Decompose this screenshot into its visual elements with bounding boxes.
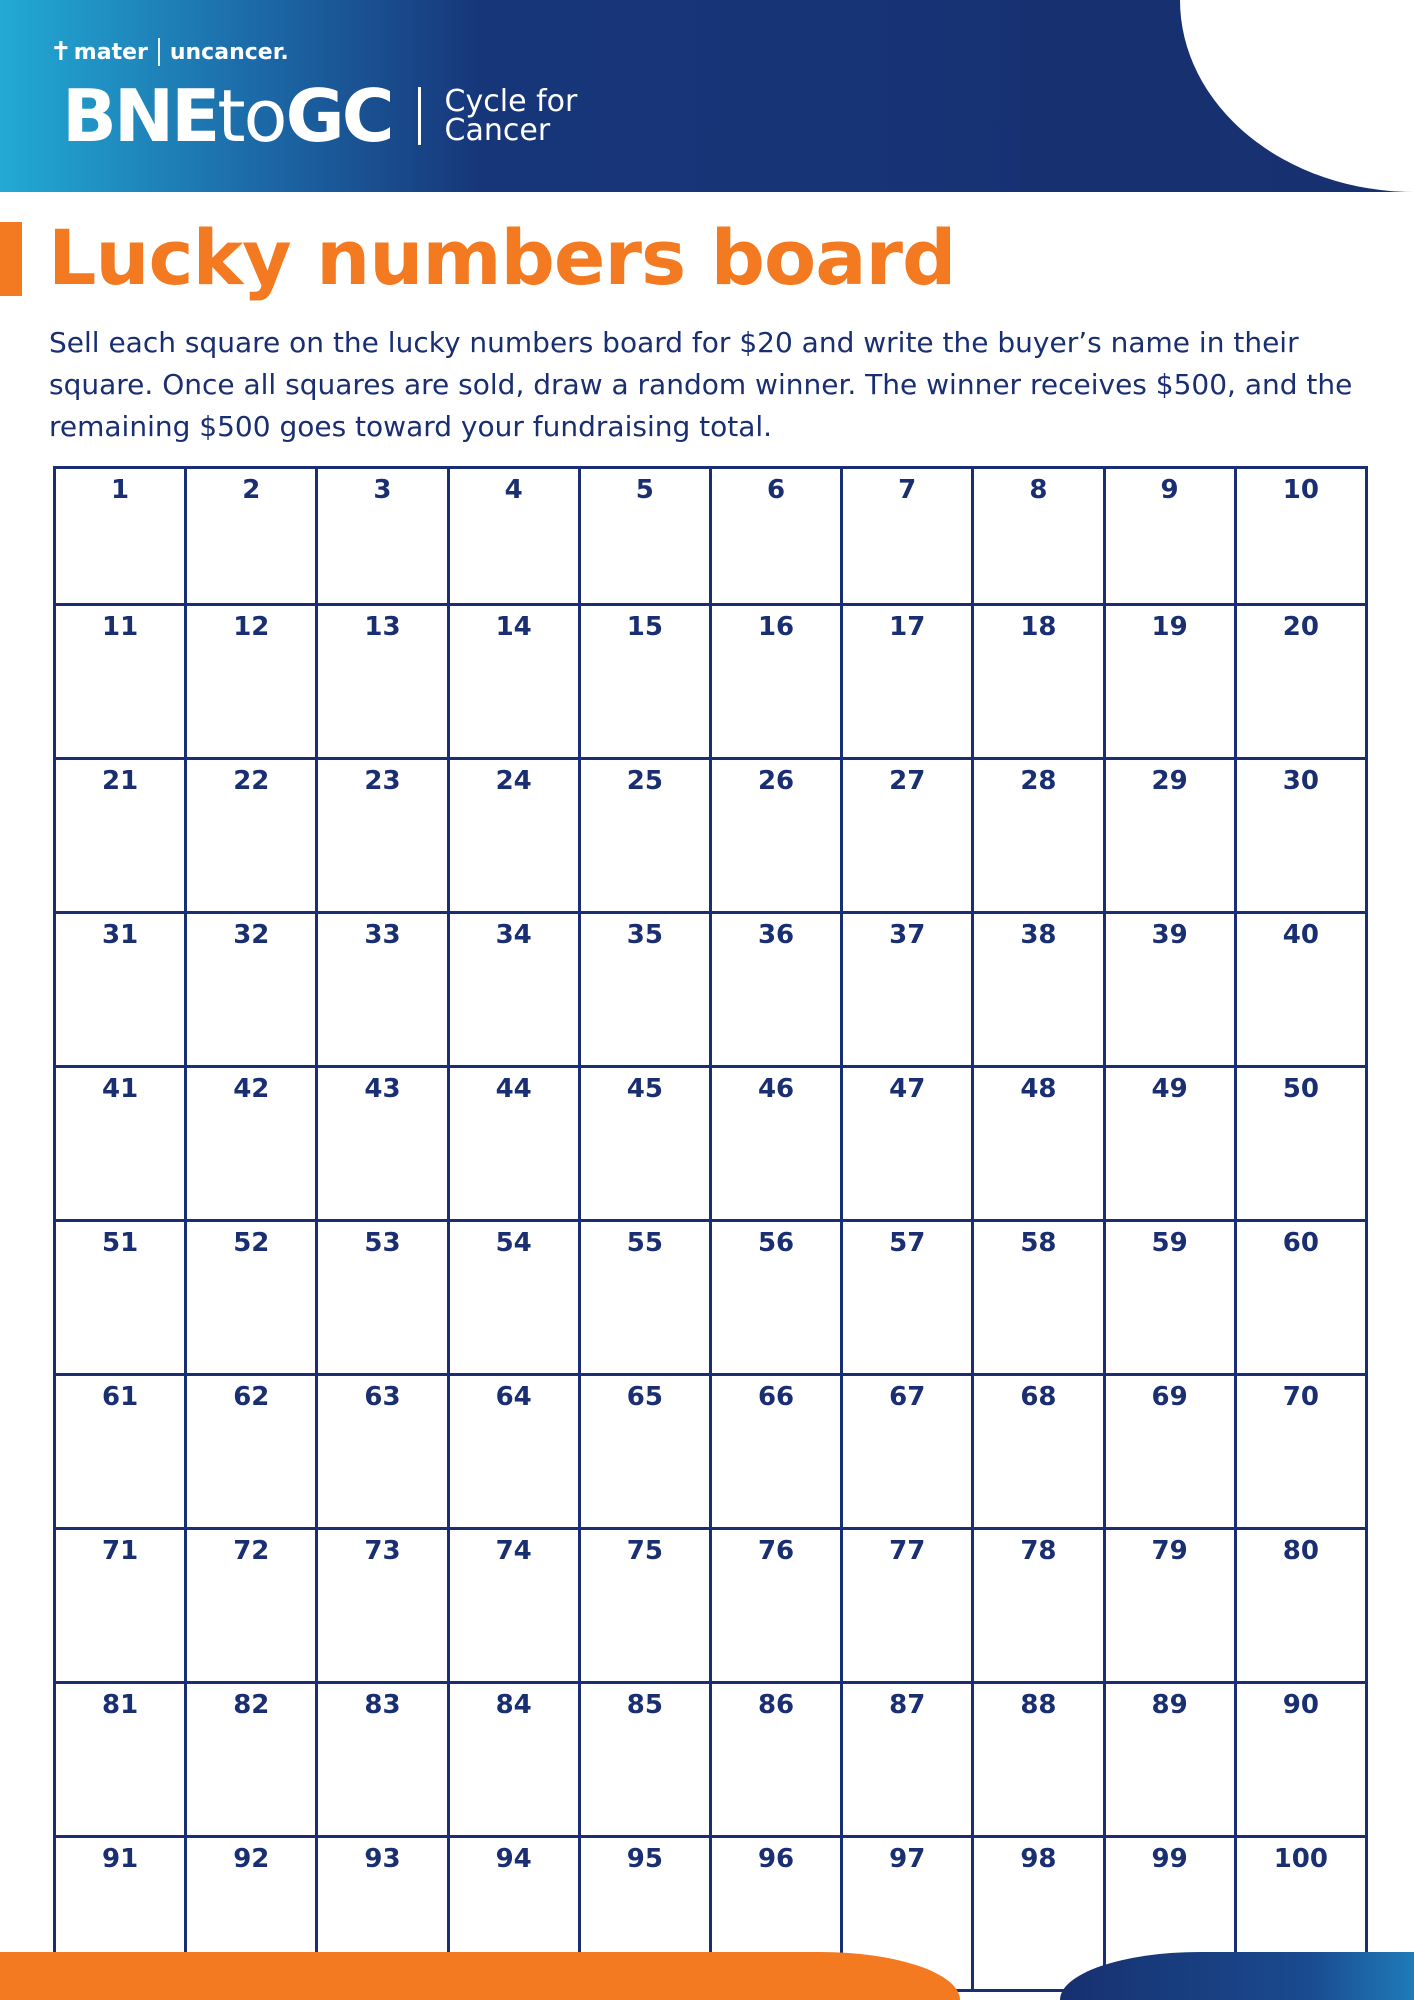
board-square[interactable]: 8 bbox=[973, 468, 1104, 605]
brand-uncancer: uncancer. bbox=[169, 39, 289, 65]
board-row bbox=[55, 1221, 1367, 1375]
board-square[interactable]: 66 bbox=[710, 1375, 841, 1529]
logo-tagline bbox=[444, 84, 578, 148]
board-square[interactable]: 95 bbox=[579, 1837, 710, 1991]
board-square[interactable]: 14 bbox=[448, 605, 579, 759]
board-square[interactable]: 24 bbox=[448, 759, 579, 913]
board-square[interactable]: 79 bbox=[1104, 1529, 1235, 1683]
board-square[interactable]: 80 bbox=[1235, 1529, 1366, 1683]
board-row bbox=[55, 759, 1367, 913]
board-square[interactable]: 4 bbox=[448, 468, 579, 605]
board-square[interactable]: 27 bbox=[842, 759, 973, 913]
board-square[interactable]: 9 bbox=[1104, 468, 1235, 605]
board-square[interactable]: 54 bbox=[448, 1221, 579, 1375]
board-square[interactable]: 71 bbox=[55, 1529, 186, 1683]
board-square[interactable]: 74 bbox=[448, 1529, 579, 1683]
board-square[interactable]: 46 bbox=[710, 1067, 841, 1221]
board-row bbox=[55, 1375, 1367, 1529]
board-square[interactable]: 72 bbox=[186, 1529, 317, 1683]
board-square[interactable]: 11 bbox=[55, 605, 186, 759]
board-square[interactable]: 23 bbox=[317, 759, 448, 913]
board-square[interactable]: 98 bbox=[973, 1837, 1104, 1991]
board-row bbox=[55, 913, 1367, 1067]
board-square[interactable]: 20 bbox=[1235, 605, 1366, 759]
board-square[interactable]: 75 bbox=[579, 1529, 710, 1683]
board-square[interactable]: 16 bbox=[710, 605, 841, 759]
board-square[interactable]: 92 bbox=[186, 1837, 317, 1991]
footer-orange-wave bbox=[0, 1952, 960, 2000]
board-square[interactable]: 18 bbox=[973, 605, 1104, 759]
logo-gc: GC bbox=[285, 74, 392, 158]
board-square[interactable]: 41 bbox=[55, 1067, 186, 1221]
board-square[interactable]: 70 bbox=[1235, 1375, 1366, 1529]
board-square[interactable]: 38 bbox=[973, 913, 1104, 1067]
board-square[interactable]: 85 bbox=[579, 1683, 710, 1837]
board-square[interactable]: 94 bbox=[448, 1837, 579, 1991]
board-row bbox=[55, 605, 1367, 759]
board-square[interactable]: 36 bbox=[710, 913, 841, 1067]
board-square[interactable]: 97 bbox=[842, 1837, 973, 1991]
board-square[interactable]: 83 bbox=[317, 1683, 448, 1837]
board-square[interactable]: 12 bbox=[186, 605, 317, 759]
board-square[interactable]: 61 bbox=[55, 1375, 186, 1529]
board-square[interactable]: 1 bbox=[55, 468, 186, 605]
board-square[interactable]: 55 bbox=[579, 1221, 710, 1375]
board-square[interactable]: 43 bbox=[317, 1067, 448, 1221]
board-square[interactable]: 49 bbox=[1104, 1067, 1235, 1221]
board-square[interactable]: 7 bbox=[842, 468, 973, 605]
logo-divider bbox=[418, 87, 421, 145]
tagline-line1: Cycle for bbox=[444, 84, 578, 119]
board-square[interactable]: 50 bbox=[1235, 1067, 1366, 1221]
board-square[interactable]: 10 bbox=[1235, 468, 1366, 605]
board-row bbox=[55, 1529, 1367, 1683]
board-square[interactable]: 77 bbox=[842, 1529, 973, 1683]
board-square[interactable]: 87 bbox=[842, 1683, 973, 1837]
board-square[interactable]: 42 bbox=[186, 1067, 317, 1221]
board-square[interactable]: 73 bbox=[317, 1529, 448, 1683]
board-square[interactable]: 62 bbox=[186, 1375, 317, 1529]
board-square[interactable]: 91 bbox=[55, 1837, 186, 1991]
board-square[interactable]: 64 bbox=[448, 1375, 579, 1529]
board-square[interactable]: 69 bbox=[1104, 1375, 1235, 1529]
board-square[interactable]: 30 bbox=[1235, 759, 1366, 913]
board-square[interactable]: 17 bbox=[842, 605, 973, 759]
board-square[interactable]: 6 bbox=[710, 468, 841, 605]
board-row bbox=[55, 1067, 1367, 1221]
board-square[interactable]: 93 bbox=[317, 1837, 448, 1991]
bne-to-gc-logo bbox=[62, 74, 578, 158]
board-square[interactable]: 35 bbox=[579, 913, 710, 1067]
board-square[interactable]: 28 bbox=[973, 759, 1104, 913]
brand-mater: mater bbox=[73, 39, 148, 65]
board-square[interactable]: 57 bbox=[842, 1221, 973, 1375]
board-square[interactable]: 44 bbox=[448, 1067, 579, 1221]
intro-text: Sell each square on the lucky numbers board for $20 and write the buyer’s name in their square. Once all squares are sold, draw a random winner. The winner receives $500, and the remaining $500 goes toward your fundraising total. bbox=[49, 326, 1353, 443]
board-square[interactable]: 31 bbox=[55, 913, 186, 1067]
board-square[interactable]: 90 bbox=[1235, 1683, 1366, 1837]
board-square[interactable]: 29 bbox=[1104, 759, 1235, 913]
header-banner bbox=[0, 0, 1414, 192]
board-square[interactable]: 89 bbox=[1104, 1683, 1235, 1837]
board-square[interactable]: 56 bbox=[710, 1221, 841, 1375]
board-square[interactable]: 68 bbox=[973, 1375, 1104, 1529]
board-square[interactable]: 65 bbox=[579, 1375, 710, 1529]
board-square[interactable]: 99 bbox=[1104, 1837, 1235, 1991]
board-row bbox=[55, 1683, 1367, 1837]
board-square[interactable]: 21 bbox=[55, 759, 186, 913]
board-square[interactable]: 100 bbox=[1235, 1837, 1366, 1991]
board-square[interactable]: 39 bbox=[1104, 913, 1235, 1067]
board-square[interactable]: 25 bbox=[579, 759, 710, 913]
board-square[interactable]: 52 bbox=[186, 1221, 317, 1375]
board-row bbox=[55, 468, 1367, 605]
board-square[interactable]: 32 bbox=[186, 913, 317, 1067]
board-square[interactable]: 84 bbox=[448, 1683, 579, 1837]
board-square[interactable]: 22 bbox=[186, 759, 317, 913]
board-square[interactable]: 88 bbox=[973, 1683, 1104, 1837]
board-square[interactable]: 40 bbox=[1235, 913, 1366, 1067]
cross-icon: ✝ bbox=[50, 37, 72, 67]
board-square[interactable]: 60 bbox=[1235, 1221, 1366, 1375]
board-square[interactable]: 5 bbox=[579, 468, 710, 605]
tagline-line2: Cancer bbox=[444, 113, 551, 148]
board-square[interactable]: 81 bbox=[55, 1683, 186, 1837]
board-square[interactable]: 33 bbox=[317, 913, 448, 1067]
page-title: Lucky numbers board bbox=[48, 213, 956, 302]
board-square[interactable]: 15 bbox=[579, 605, 710, 759]
board-square[interactable]: 63 bbox=[317, 1375, 448, 1529]
logo-to: to bbox=[217, 74, 286, 158]
board-square[interactable]: 37 bbox=[842, 913, 973, 1067]
board-square[interactable]: 2 bbox=[186, 468, 317, 605]
brand-divider bbox=[158, 38, 160, 66]
logo-bne: BNE bbox=[62, 74, 218, 158]
board-square[interactable]: 86 bbox=[710, 1683, 841, 1837]
board-square[interactable]: 76 bbox=[710, 1529, 841, 1683]
board-square[interactable]: 51 bbox=[55, 1221, 186, 1375]
title-accent-bar bbox=[0, 222, 22, 296]
board-square[interactable]: 59 bbox=[1104, 1221, 1235, 1375]
mater-uncancer-logo bbox=[50, 38, 289, 66]
lucky-numbers-grid bbox=[53, 466, 1368, 1992]
board-square[interactable]: 19 bbox=[1104, 605, 1235, 759]
board-square[interactable]: 34 bbox=[448, 913, 579, 1067]
board-square[interactable]: 13 bbox=[317, 605, 448, 759]
board-square[interactable]: 53 bbox=[317, 1221, 448, 1375]
board-square[interactable]: 48 bbox=[973, 1067, 1104, 1221]
board-square[interactable]: 58 bbox=[973, 1221, 1104, 1375]
board-square[interactable]: 45 bbox=[579, 1067, 710, 1221]
board-square[interactable]: 47 bbox=[842, 1067, 973, 1221]
board-square[interactable]: 78 bbox=[973, 1529, 1104, 1683]
board-square[interactable]: 67 bbox=[842, 1375, 973, 1529]
board-square[interactable]: 82 bbox=[186, 1683, 317, 1837]
board-square[interactable]: 96 bbox=[710, 1837, 841, 1991]
board-square[interactable]: 3 bbox=[317, 468, 448, 605]
board-square[interactable]: 26 bbox=[710, 759, 841, 913]
